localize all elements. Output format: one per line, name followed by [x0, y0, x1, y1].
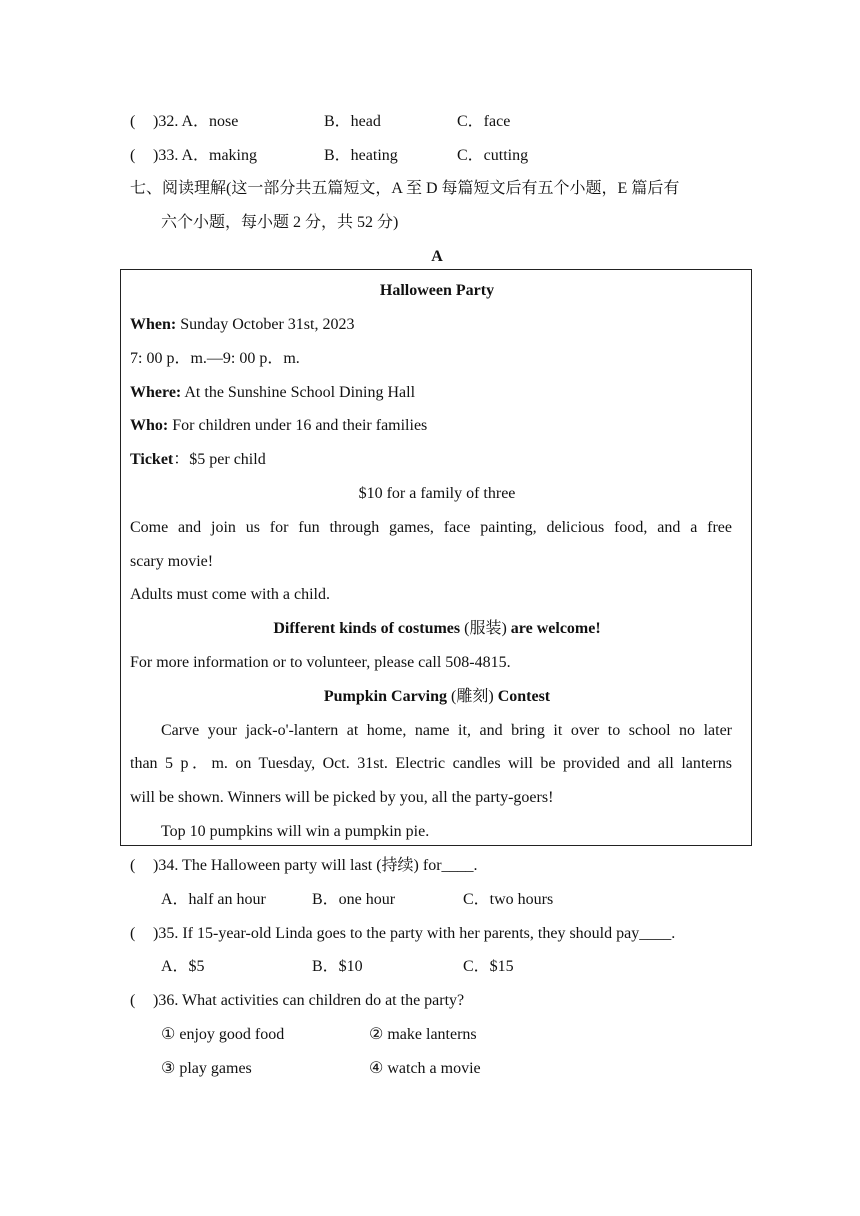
info-line: For more information or to volunteer, please call 508-4815. [130, 654, 511, 671]
costumes-heading-a: Different kinds of costumes [273, 620, 461, 637]
q33-option-b: B．heating [324, 147, 398, 164]
carve-line-3: will be shown. Winners will be picked by you, all the party-goers! [130, 789, 554, 806]
costumes-heading-gloss: (服装) [460, 620, 511, 637]
ticket-family-price: $10 for a family of three [358, 485, 516, 502]
q32-option-c: C．face [457, 113, 511, 130]
section-instruction-line1: 七、阅读理解(这一部分共五篇短文，A 至 D 每篇短文后有五个小题，E 篇后有 [130, 180, 680, 197]
q35-option-b: B．$10 [312, 958, 363, 975]
q35-option-a: A．$5 [161, 958, 205, 975]
where-line [130, 385, 415, 401]
ticket-value: ：$5 per child [173, 451, 266, 468]
where-value: At the Sunshine School Dining Hall [181, 384, 416, 401]
carve-line-1: Carve your jack-o'-lantern at home, name it, and bring it over to school no later [161, 722, 732, 739]
q34-option-a: A．half an hour [161, 891, 266, 908]
answer-paren: ( [130, 992, 136, 1009]
top10-line: Top 10 pumpkins will win a pumpkin pie. [161, 823, 430, 840]
q34-stem: )34. The Halloween party will last (持续) for____. [153, 857, 478, 874]
who-label: Who: [130, 417, 169, 434]
q32-option-a: )32. A．nose [153, 113, 239, 130]
costumes-heading-c: are welcome! [510, 620, 601, 637]
adults-note: Adults must come with a child. [130, 586, 330, 603]
q32-option-b: B．head [324, 113, 381, 130]
when-line [130, 317, 354, 333]
q33-option-a: )33. A．making [153, 147, 257, 164]
passage-letter: A [431, 248, 443, 265]
time-line: 7: 00 p．m.—9: 00 p．m. [130, 350, 300, 367]
q36-item-2: ② make lanterns [369, 1026, 477, 1043]
where-label: Where: [130, 384, 182, 401]
answer-paren: ( [130, 113, 136, 130]
answer-paren: ( [130, 147, 136, 164]
notice-title: Halloween Party [379, 282, 495, 299]
join-line-2: scary movie! [130, 553, 214, 570]
answer-paren: ( [130, 857, 136, 874]
contest-heading-c: Contest [497, 688, 551, 705]
q36-item-1: ① enjoy good food [161, 1026, 285, 1043]
carve-line-2: than 5 p．m. on Tuesday, Oct. 31st. Electric candles will be provided and all lanterns [130, 755, 732, 772]
when-value: Sunday October 31st, 2023 [176, 316, 355, 333]
q36-item-3: ③ play games [161, 1060, 252, 1077]
q34-option-c: C．two hours [463, 891, 554, 908]
costumes-heading [120, 621, 754, 637]
section-instruction-line2: 六个小题，每小题 2 分，共 52 分) [161, 214, 399, 231]
who-value: For children under 16 and their families [168, 417, 428, 434]
q33-option-c: C．cutting [457, 147, 529, 164]
ticket-label: Ticket [130, 451, 174, 468]
q34-option-b: B．one hour [312, 891, 396, 908]
contest-heading-gloss: (雕刻) [447, 688, 498, 705]
when-label: When: [130, 316, 177, 333]
contest-heading [120, 689, 754, 705]
ticket-line [130, 452, 266, 468]
q36-stem: )36. What activities can children do at the party? [153, 992, 465, 1009]
who-line [130, 418, 427, 434]
answer-paren: ( [130, 925, 136, 942]
join-line-1: Come and join us for fun through games, face painting, delicious food, and a free [130, 519, 732, 536]
contest-heading-a: Pumpkin Carving [323, 688, 448, 705]
q35-option-c: C．$15 [463, 958, 514, 975]
q35-stem: )35. If 15-year-old Linda goes to the party with her parents, they should pay____. [153, 925, 676, 942]
q36-item-4: ④ watch a movie [369, 1060, 481, 1077]
